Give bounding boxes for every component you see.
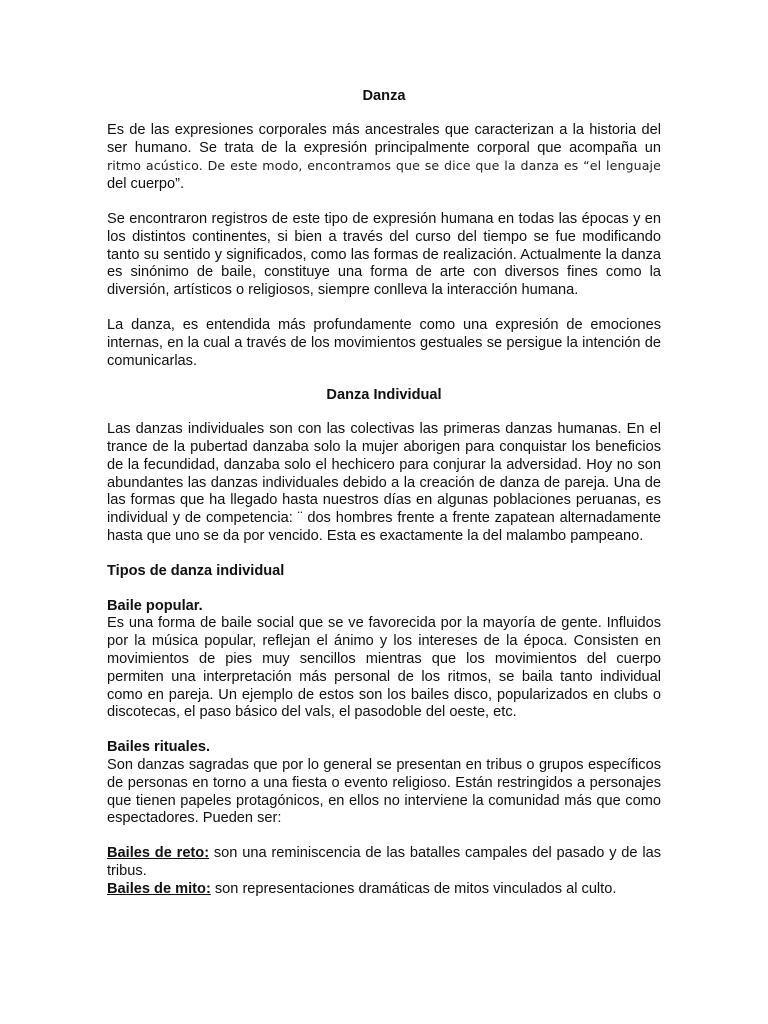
- reto-label: Bailes de reto:: [107, 845, 210, 862]
- rituales-heading: Bailes rituales.: [107, 739, 211, 756]
- intro-text-tail: del cuerpo”.: [107, 176, 185, 193]
- mito-text: son representaciones dramáticas de mitos vinculados al culto.: [210, 880, 617, 897]
- paragraph-intro: [107, 122, 661, 194]
- intro-text-alt-font: ritmo acústico. De este modo, encontramos que se dice que la danza es “el lenguaje: [107, 158, 661, 174]
- popular-heading: Baile popular.: [107, 597, 203, 614]
- mito-item: [107, 881, 661, 899]
- mito-label: Bailes de mito:: [107, 880, 211, 897]
- paragraph-individual: Las danzas individuales son con las colectivas las primeras danzas humanas. En el trance de la pubertad danzaba solo la mujer aborigen para conquistar los beneficios de la fecundidad, danzaba solo el hechicero para conjurar la adversidad. Hoy no son abundantes las danzas individuales debido a la creación de danza de pareja. Una de las formas que ha llegado hasta nuestros días en algunas poblaciones peruanas, es individual y de competencia: ¨ dos hombres frente a frente zapatean alternadamente hasta que uno se da por vencido. Esta es exactamente la del malambo pampeano.: [107, 421, 661, 544]
- reto-text: son una reminiscencia de las batalles campales del pasado y de las tribus.: [107, 845, 662, 879]
- intro-text: Es de las expresiones corporales más ancestrales que caracterizan a la historia del ser humano. Se trata de la expresión principalmente corporal que acompaña un: [107, 121, 661, 156]
- types-subheading: Tipos de danza individual: [107, 562, 285, 579]
- paragraph-emotions: La danza, es entendida más profundamente como una expresión de emociones internas, en la cual a través de los movimientos gestuales se persigue la intención de comunicarlas.: [107, 316, 661, 369]
- document-title: Danza: [362, 88, 406, 104]
- paragraph-history: Se encontraron registros de este tipo de expresión humana en todas las épocas y en los distintos continentes, si bien a través del curso del tiempo se fue modificando tanto su sentido y significados, como las formas de realización. Actualmente la danza es sinónimo de baile, constituye una forma de arte con diversos fines como la diversión, artísticos o religiosos, siempre conlleva la interacción humana.: [107, 210, 661, 299]
- rituales-text: Son danzas sagradas que por lo general se presentan en tribus o grupos específicos de personas en torno a una fiesta o evento religioso. Están restringidos a personajes que tienen papeles protagónicos, en ellos no interviene la comunidad más que como espectadores. Pueden ser:: [107, 756, 661, 827]
- document-page: [107, 88, 661, 898]
- popular-text: Es una forma de baile social que se ve favorecida por la mayoría de gente. Influidos por la música popular, reflejan el ánimo y los intereses de la época. Consisten en movimientos de pies muy sencillos mientras que los movimientos del cuerpo permiten una interpretación más personal de los ritmos, se baila tanto individual como en pareja. Un ejemplo de estos son los bailes disco, popularizados en clubs o discotecas, el paso básico del vals, el pasodoble del oeste, etc.: [107, 615, 661, 721]
- section-title: Danza Individual: [326, 387, 442, 404]
- reto-item: [107, 845, 661, 881]
